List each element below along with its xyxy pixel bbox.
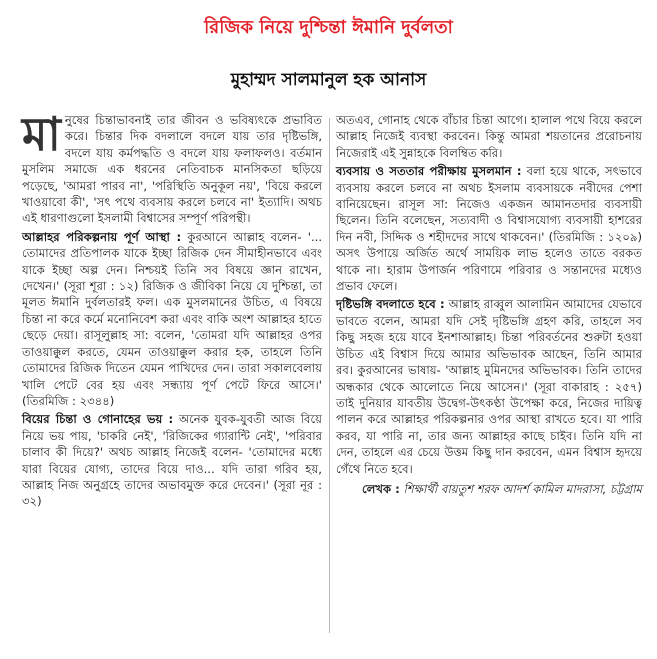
writer-label: লেখক :	[362, 481, 400, 496]
intro-paragraph	[22, 107, 322, 227]
section-body: অনেক যুবক-যুবতী আজ বিয়ে নিয়ে ভয় পায়, 'চাকরি নেই', 'রিজিকের গ্যারান্টি নেই', 'পরিবার চালাব কী দিয়ে?' অথচ আল্লাহ নিজেই বলেন- 'তোমাদের মধ্যে যারা বিয়ের যোগ্য, তাদের বিয়ে দাও... যদি তারা গরিব হয়, আল্লাহ নিজ অনুগ্রহে তাদের অভাবমুক্ত করে দেবেন।' (সূরা নূর : ৩২)	[22, 412, 322, 509]
section-body: বলা হয়ে থাকে, সৎভাবে ব্যবসায় করলে চলবে না অথচ ইসলাম ব্যবসায়কে নবীদের পেশা বানিয়েছেন। রাসূল সা: নিজেও একজন আমানতদার ব্যবসায়ী ছিলেন। তিনি বলেছেন, সত্যবাদী ও বিশ্বাসযোগ্য ব্যবসায়ী হাশরের দিন নবী, সিদ্দিক ও শহীদদের সাথে থাকবেন।' (তিরমিজি : ১২০৯) অসৎ উপায়ে অর্জিত অর্থে সাময়িক লাভ হলেও তাতে বরকত থাকে না। হারাম উপার্জন পরিণামে পরিবার ও সন্তানদের মধ্যেও প্রভাব ফেলে।	[336, 164, 642, 294]
section-heading: দৃষ্টিভঙ্গি বদলাতে হবে :	[336, 297, 445, 312]
column-divider	[329, 118, 330, 633]
writer-info: শিক্ষার্থী বায়তুশ শরফ আদর্শ কামিল মাদরাসা, চট্টগ্রাম	[399, 481, 642, 496]
article-headline: রিজিক নিয়ে দুশ্চিন্তা ঈমানি দুর্বলতা	[204, 17, 453, 38]
left-column	[22, 107, 323, 652]
section-marriage-worry	[22, 411, 322, 509]
section-heading: আল্লাহর পরিকল্পনায় পূর্ণ আস্থা :	[22, 229, 182, 244]
continuation-paragraph: অতএব, গোনাহ থেকে বাঁচার চিন্তা আগে। হালাল পথে বিয়ে করলে আল্লাহ নিজেই ব্যবস্থা করবেন। কিন্তু আমরা শয়তানের প্ররোচনায় নিজেরাই এই সুন্নাহকে বিলম্বিত করি।	[336, 113, 642, 160]
section-trust-in-allah	[22, 229, 322, 409]
author-byline: মুহাম্মদ সালমানুল হক আনাস	[230, 70, 427, 90]
section-body: আল্লাহ রাব্বুল আলামিন আমাদের যেভাবে ভাবতে বলেন, আমরা যদি সেই দৃষ্টিভঙ্গি গ্রহণ করি, তাহলে সব কিছু সহজ হয়ে যাবে ইনশাআল্লাহ। চিন্তা পরিবর্তনের শুরুটা হওয়া উচিত এই বিশ্বাস দিয়ে আমার অভিভাবক আছেন, তিনি আমার রব। কুরআনের ভাষায়- 'আল্লাহ মুমিনদের অভিভাবক। তিনি তাদের অন্ধকার থেকে আলোতে নিয়ে আসেন।' (সূরা বাকারাহ : ২৫৭) তাই দুনিয়ার যাবতীয় উদ্বেগ-উৎকণ্ঠা উপেক্ষা করে, নিজের দায়িত্ব পালন করে আল্লাহর পরিকল্পনার ওপর আস্থা রাখতে হবে। যা পারি করব, যা পারি না, তার জন্য আল্লাহর কাছে চাইব। তিনি যদি না দেন, তাহলে এর চেয়ে উত্তম কিছু দান করবেন, এমন বিশ্বাস হৃদয়ে গেঁথে নিতে হবে।	[336, 297, 642, 476]
intro-text: নুষের চিন্তাভাবনাই তার জীবন ও ভবিষ্যৎকে প্রভাবিত করে। চিন্তার দিক বদলালে বদলে যায় তার দৃষ্টিভঙ্গি, বদলে যায় কর্মপদ্ধতি ও বদলে যায় ফলাফলও। বর্তমান মুসলিম সমাজে এক ধরনের নেতিবাচক মানসিকতা ছড়িয়ে পড়েছে, 'আমরা পারব না', 'পরিস্থিতি অনুকূল নয়', 'বিয়ে করলে খাওয়াবো কী', 'সৎ পথে ব্যবসায় করলে চলবে না' ইত্যাদি। অথচ এই ধারণাগুলো ইসলামী বিশ্বাসের সম্পূর্ণ পরিপন্থী।	[22, 113, 322, 226]
section-change-mindset	[336, 296, 642, 476]
writer-credit	[336, 481, 642, 497]
section-body: কুরআনে আল্লাহ বলেন- '... তোমাদের প্রতিপালক যাকে ইচ্ছা রিজিক দেন সীমাহীনভাবে এবং যাকে ইচ্ছা অল্প দেন। নিশ্চয়ই তিনি সব বিষয়ে জ্ঞান রাখেন, দেখেন।' (সূরা শূরা : ১২) রিজিক ও জীবিকা নিয়ে যে দুশ্চিন্তা, তা মূলত ঈমানি দুর্বলতারই ফল। এক মুসলমানের উচিত, এ বিষয়ে চিন্তা না করে কর্মে মনোনিবেশ করা এবং বাকি অংশ আল্লাহর হাতে ছেড়ে দেয়া। রাসূলুল্লাহ সা: বলেন, 'তোমরা যদি আল্লাহর ওপর তাওয়াক্কুল করতে, যেমন তাওয়াক্কুল করার হক, তাহলে তিনি তোমাদের রিজিক দিতেন যেমন পাখিদের দেন। তারা সকালবেলায় খালি পেটে বের হয় এবং সন্ধ্যায় পূর্ণ পেটে ফিরে আসে।' (তিরমিজি : ২৩৪৪)	[22, 229, 323, 408]
right-column	[336, 112, 642, 652]
drop-cap: মা	[22, 107, 61, 161]
section-heading: বিয়ের চিন্তা ও গোনাহের ভয় :	[22, 412, 174, 427]
section-business-honesty	[336, 163, 642, 294]
section-heading: ব্যবসায় ও সততার পরীক্ষায় মুসলমান :	[336, 164, 522, 179]
